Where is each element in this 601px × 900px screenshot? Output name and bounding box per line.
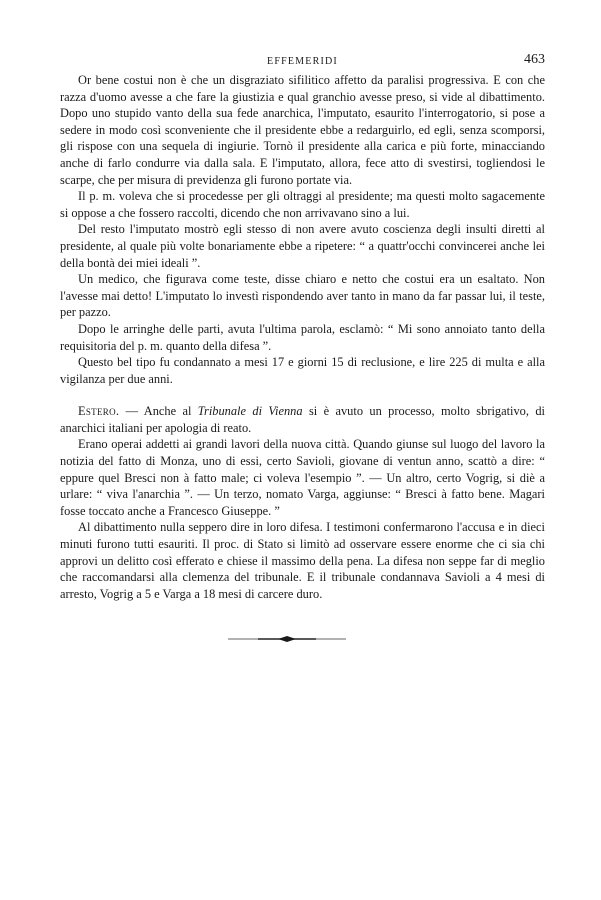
paragraph-5: Dopo le arringhe delle parti, avuta l'ultima parola, esclamò: “ Mi sono annoiato tanto della requisitoria del p. m. quanto della difesa ”. [60, 321, 545, 353]
paragraph-3: Del resto l'imputato mostrò egli stesso di non avere avuto coscienza degli insulti diretti al presidente, al quale più volte bonariamente ebbe a ripetere: “ a quattr'occhi convincerei anche lei della bontà dei miei ideali ”. [60, 222, 545, 270]
estero-lead-2: si è avuto un processo, molto sbrigativo, di anarchici italiani per apologia di reato. [60, 404, 545, 435]
body-text [60, 72, 545, 602]
paragraph-4: Un medico, che figurava come teste, disse chiaro e netto che costui era un esaltato. Non l'avesse mai detto! L'imputato lo investì rispondendo aver tanto in mano da far passar lui, il teste, per pazzo. [60, 272, 545, 320]
section-gap [60, 387, 545, 403]
paragraph-2: Il p. m. voleva che si procedesse per gli oltraggi al presidente; ma questi molto sagacemente si oppose a che fossero raccolti, dicendo che non arrivavano sino a lui. [60, 189, 545, 220]
section-divider-ornament [228, 634, 346, 644]
estero-court: Tribunale di Vienna [197, 404, 303, 419]
paragraph-estero [60, 403, 545, 436]
paragraph-1: Or bene costui non è che un disgraziato sifilitico affetto da paralisi progressiva. E con che razza d'uomo avesse a che fare la giustizia e qual granchio avesse preso, si vide al dibattimento. Dopo uno stupido vanto della sua fede anarchica, l'imputato, esaurito l'interrogatorio, si pose a sedere in modo così sconveniente che il presidente ebbe a redarguirlo, ed egli, senza scomporsi, gli rispose con una sequela di ingiurie. Tornò il presidente alla carica e più forte, minacciando anche di farlo condurre via dalla sala. E l'imputato, allora, fece atto di svestirsi, togliendosi le scarpe, che per misura di previdenza gli furono portate via. [60, 73, 545, 187]
section-label-estero: Estero. [78, 404, 120, 419]
paragraph-6: Questo bel tipo fu condannato a mesi 17 e giorni 15 di reclusione, e lire 225 di multa e alla vigilanza per due anni. [60, 355, 545, 386]
estero-lead-1: — Anche al [119, 404, 198, 419]
running-head: EFFEMERIDI [267, 56, 338, 67]
paragraph-9: Al dibattimento nulla seppero dire in loro difesa. I testimoni confermarono l'accusa e in dieci minuti furono tutti esauriti. Il proc. di Stato si limitò ad osservare essere enorme che ci sia chi approvi un delitto così efferato e chiese il massimo della pena. La difesa non seppe far di meglio che raccomandarsi alla clemenza del tribunale. E il tribunale condannava Savioli a 4 mesi di arresto, Vogrig a 5 e Varga a 18 mesi di carcere duro. [60, 520, 545, 601]
page-header [60, 52, 545, 72]
page-number: 463 [524, 52, 545, 67]
paragraph-8: Erano operai addetti ai grandi lavori della nuova città. Quando giunse sul luogo del lavoro la notizia del fatto di Monza, uno di essi, certo Savioli, giovane di ventun anno, scattò a dire: “ eppure quel Bresci non à fatto male; ci voleva l'esempio ”. — Un altro, certo Vogrig, si diè a urlare: “ viva l'anarchia ”. — Un terzo, nomato Varga, aggiunse: “ Bresci à fatto bene. Magari fosse toccato anche a Francesco Giuseppe. ” [60, 437, 545, 518]
